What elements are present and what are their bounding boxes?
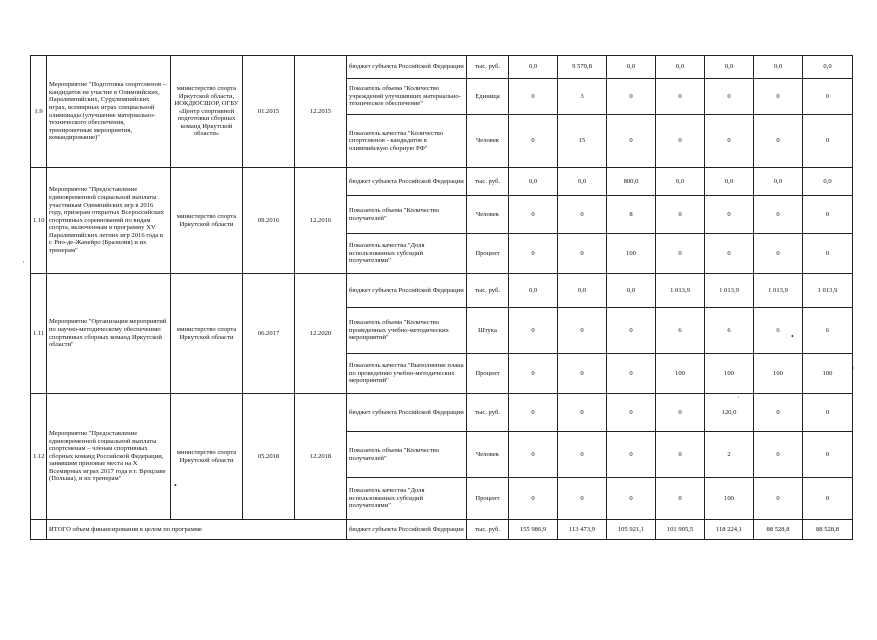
indicator-name: Показатель объема "Количество проведенных учебно-методических мероприятий" <box>347 308 467 354</box>
unit: тыс. руб. <box>467 520 509 540</box>
value-cell: 1 013,9 <box>803 274 853 308</box>
value-cell: 0 <box>558 234 607 274</box>
value-cell: 0,0 <box>754 56 803 79</box>
value-cell: 6 <box>656 308 705 354</box>
unit: Штука <box>467 308 509 354</box>
value-cell: 0 <box>607 354 656 394</box>
value-cell: 6 <box>803 308 853 354</box>
indicator-name: бюджет субъекта Российской Федерации <box>347 394 467 432</box>
total-number-cell <box>31 520 47 540</box>
unit: Человек <box>467 196 509 234</box>
unit: Человек <box>467 432 509 478</box>
value-cell: 0 <box>656 394 705 432</box>
indicator-name: Показатель объема "Количество учреждений улучшивших материально-техническое обеспечение" <box>347 79 467 115</box>
value-cell: 0 <box>656 234 705 274</box>
value-cell: 100 <box>705 354 754 394</box>
total-value-cell: 113 473,9 <box>558 520 607 540</box>
end-date: 12.2015 <box>295 56 347 168</box>
value-cell: 0 <box>754 196 803 234</box>
value-cell: 0 <box>509 196 558 234</box>
indicator-name: бюджет субъекта Российской Федерации <box>347 274 467 308</box>
value-cell: 0 <box>558 308 607 354</box>
value-cell: 0 <box>705 79 754 115</box>
value-cell: 0 <box>803 115 853 168</box>
unit: Процент <box>467 478 509 520</box>
value-cell: 6 <box>705 308 754 354</box>
value-cell: 0 <box>509 79 558 115</box>
start-date: 09.2016 <box>243 168 295 274</box>
value-cell: 0 <box>803 394 853 432</box>
value-cell: 100 <box>705 478 754 520</box>
indicator-name: бюджет субъекта Российской Федерации <box>347 520 467 540</box>
table-body <box>31 56 853 540</box>
value-cell: 1 013,9 <box>705 274 754 308</box>
value-cell: 0 <box>509 394 558 432</box>
unit: Человек <box>467 115 509 168</box>
program-table <box>30 55 853 540</box>
value-cell: 0 <box>754 234 803 274</box>
unit: Единица <box>467 79 509 115</box>
executor: министерство спорта Иркутской области <box>171 274 243 394</box>
indicator-name: Показатель качества "Доля использованных субсидий получателями" <box>347 234 467 274</box>
value-cell: 0 <box>705 196 754 234</box>
total-value-cell: 88 528,8 <box>754 520 803 540</box>
value-cell: 0 <box>509 308 558 354</box>
value-cell: 0,0 <box>656 56 705 79</box>
executor: министерство спорта Иркутской области <box>171 168 243 274</box>
value-cell: 0 <box>656 79 705 115</box>
value-cell: 0 <box>656 432 705 478</box>
value-cell: 1 013,9 <box>754 274 803 308</box>
value-cell: 0 <box>558 196 607 234</box>
unit: тыс. руб. <box>467 394 509 432</box>
value-cell: 2 <box>705 432 754 478</box>
value-cell: 0 <box>754 394 803 432</box>
table-row <box>31 168 853 196</box>
value-cell: 0 <box>607 432 656 478</box>
scan-mark: · <box>737 393 740 402</box>
indicator-name: бюджет субъекта Российской Федерации <box>347 168 467 196</box>
total-value-cell: 88 528,8 <box>803 520 853 540</box>
activity-name: Мероприятие "Предоставление единовременной социальной выплаты участникам Олимпийских игр в 2016 году, призерам открытых Всероссийских спортивных соревнований по видам спорта, включенным в программу XV Паралимпийских летних игр 2016 года в г. Рио-де-Жанейро (Бразилия) и их тренерам" <box>47 168 171 274</box>
indicator-name: Показатель качества "Количество спортсменов - кандидатов в олимпийскую сборную РФ" <box>347 115 467 168</box>
total-row <box>31 520 853 540</box>
activity-name: Мероприятие "Подготовка спортсменов – кандидатов на участие в Олимпийских, Паралимпийских, Сурдлимпийских играх, всемирных играх специальной олимпиады (улучшение материально-технического обеспечения, тренировочные мероприятия, командирование)" <box>47 56 171 168</box>
value-cell: 0 <box>607 478 656 520</box>
value-cell: 0 <box>705 234 754 274</box>
total-value-cell: 155 986,9 <box>509 520 558 540</box>
value-cell: 0 <box>558 432 607 478</box>
table-row <box>31 394 853 432</box>
value-cell: 0 <box>803 234 853 274</box>
value-cell: 1 013,9 <box>656 274 705 308</box>
value-cell: 0 <box>558 478 607 520</box>
value-cell: 0 <box>607 115 656 168</box>
total-value-cell: 118 224,1 <box>705 520 754 540</box>
scan-mark: • <box>791 332 794 341</box>
value-cell: 100 <box>656 354 705 394</box>
value-cell: 0,0 <box>607 274 656 308</box>
value-cell: 0,0 <box>705 168 754 196</box>
table-row <box>31 56 853 79</box>
executor: министерство спорта Иркутской области <box>171 394 243 520</box>
value-cell: 0 <box>607 79 656 115</box>
row-number: 1.10 <box>31 168 47 274</box>
executor: министерство спорта Иркутской области, ИОКДЮСШОР, ОГБУ «Центр спортивной подготовки сборных команд Иркутской области» <box>171 56 243 168</box>
value-cell: 0 <box>656 478 705 520</box>
value-cell: 100 <box>754 354 803 394</box>
row-number: 1.11 <box>31 274 47 394</box>
value-cell: 0 <box>803 432 853 478</box>
row-number: 1.9 <box>31 56 47 168</box>
value-cell: 0 <box>803 478 853 520</box>
value-cell: 0 <box>705 115 754 168</box>
indicator-name: Показатель качества "Доля использованных субсидий получателями" <box>347 478 467 520</box>
value-cell: 0,0 <box>558 274 607 308</box>
value-cell: 0 <box>803 79 853 115</box>
activity-name: Мероприятие "Предоставление единовременной социальной выплаты спортсменам – членам спортивных сборных команд Российской Федерации, занявшим призовые места на X Всемирных играх 2017 года в г. Вроцлаве (Польша), и их тренерам" <box>47 394 171 520</box>
indicator-name: бюджет субъекта Российской Федерации <box>347 56 467 79</box>
value-cell: 0 <box>754 115 803 168</box>
value-cell: 100 <box>803 354 853 394</box>
unit: Процент <box>467 354 509 394</box>
value-cell: 3 <box>558 79 607 115</box>
value-cell: 0 <box>754 432 803 478</box>
total-value-cell: 101 905,5 <box>656 520 705 540</box>
value-cell: 800,0 <box>607 168 656 196</box>
value-cell: 0 <box>509 115 558 168</box>
value-cell: 100 <box>607 234 656 274</box>
scan-mark: • <box>174 481 177 490</box>
activity-name: Мероприятие "Организация мероприятий по научно-методическому обеспечению спортивных сборных команд Иркутской области" <box>47 274 171 394</box>
value-cell: 0 <box>803 196 853 234</box>
total-label: ИТОГО объем финансирования в целом по программе <box>47 520 347 540</box>
value-cell: 0 <box>558 354 607 394</box>
start-date: 05.2018 <box>243 394 295 520</box>
value-cell: 0 <box>558 394 607 432</box>
value-cell: 0,0 <box>656 168 705 196</box>
scan-mark: · <box>22 258 25 267</box>
end-date: 12.2016 <box>295 168 347 274</box>
value-cell: 0,0 <box>509 56 558 79</box>
value-cell: 0 <box>509 354 558 394</box>
table-row <box>31 274 853 308</box>
value-cell: 0,0 <box>705 56 754 79</box>
value-cell: 120,0 <box>705 394 754 432</box>
value-cell: 0 <box>509 432 558 478</box>
value-cell: 0 <box>509 478 558 520</box>
value-cell: 0,0 <box>509 168 558 196</box>
value-cell: 0,0 <box>803 56 853 79</box>
end-date: 12.2020 <box>295 274 347 394</box>
value-cell: 0,0 <box>558 168 607 196</box>
value-cell: 8 <box>607 196 656 234</box>
value-cell: 0 <box>754 79 803 115</box>
value-cell: 0 <box>509 234 558 274</box>
unit: тыс. руб. <box>467 274 509 308</box>
start-date: 01.2015 <box>243 56 295 168</box>
scan-mark: · <box>852 364 855 373</box>
value-cell: 0,0 <box>803 168 853 196</box>
value-cell: 6 <box>754 308 803 354</box>
indicator-name: Показатель объема "Количество получателей" <box>347 196 467 234</box>
value-cell: 0 <box>607 308 656 354</box>
unit: Процент <box>467 234 509 274</box>
indicator-name: Показатель качества "Выполнение плана по проведению учебно-методических мероприятий" <box>347 354 467 394</box>
indicator-name: Показатель объема "Количество получателей" <box>347 432 467 478</box>
value-cell: 0,0 <box>607 56 656 79</box>
value-cell: 0 <box>754 478 803 520</box>
unit: тыс. руб. <box>467 56 509 79</box>
value-cell: 0 <box>607 394 656 432</box>
value-cell: 0 <box>656 115 705 168</box>
start-date: 06.2017 <box>243 274 295 394</box>
end-date: 12.2018 <box>295 394 347 520</box>
total-value-cell: 105 921,1 <box>607 520 656 540</box>
value-cell: 0,0 <box>754 168 803 196</box>
row-number: 1.12 <box>31 394 47 520</box>
value-cell: 9 579,8 <box>558 56 607 79</box>
unit: тыс. руб. <box>467 168 509 196</box>
value-cell: 0 <box>656 196 705 234</box>
value-cell: 15 <box>558 115 607 168</box>
value-cell: 0,0 <box>509 274 558 308</box>
